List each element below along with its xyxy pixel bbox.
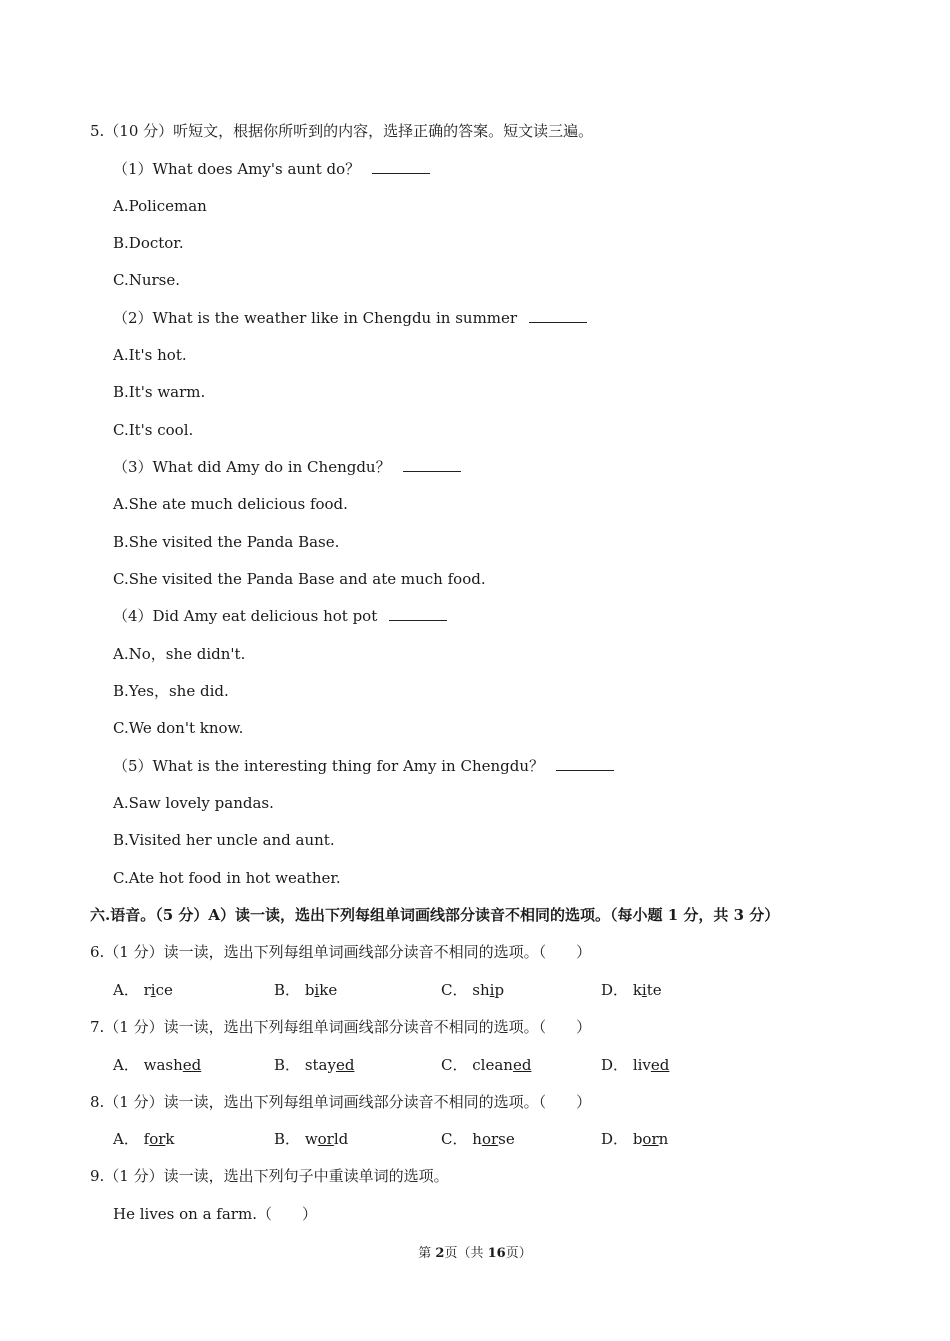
footer-text: 第 <box>418 1246 436 1261</box>
word-part: se <box>498 1130 515 1148</box>
q5-5-option-b: B.Visited her uncle and aunt. <box>113 831 335 849</box>
q8-choice-a[interactable] <box>113 1129 174 1149</box>
q5-1-option-c: C.Nurse. <box>113 271 181 289</box>
underlined-part: i <box>641 981 647 999</box>
word-part: clean <box>472 1056 513 1074</box>
page-footer <box>0 1244 950 1264</box>
word-part: stay <box>304 1056 336 1074</box>
page-total: 16 <box>487 1246 506 1261</box>
q9-sentence: He lives on a farm.（ ） <box>113 1205 317 1223</box>
choice-label: C． <box>441 1056 468 1074</box>
choice-label: D． <box>601 981 629 999</box>
q5-5-option-a: A.Saw lovely pandas. <box>113 794 274 812</box>
word-part: te <box>646 981 662 999</box>
underlined-part: i <box>314 981 320 999</box>
section6-title: 六.语音。（5 分）A）读一读，选出下列每组单词画线部分读音不相同的选项。（每小题 1 分，共 3 分） <box>90 906 780 924</box>
prompt-text: （3）What did Amy do in Chengdu？ <box>113 458 391 476</box>
q6-choice-b[interactable] <box>274 980 337 1000</box>
footer-text: 页） <box>505 1246 532 1261</box>
underlined-part: i <box>489 981 495 999</box>
q6-prompt: 6.（1 分）读一读，选出下列每组单词画线部分读音不相同的选项。（ ） <box>90 943 592 961</box>
q7-prompt: 7.（1 分）读一读，选出下列每组单词画线部分读音不相同的选项。（ ） <box>90 1018 592 1036</box>
underlined-part: or <box>317 1130 334 1148</box>
q7-choice-d[interactable] <box>601 1055 669 1075</box>
prompt-text: （2）What is the weather like in Chengdu in summer <box>113 309 518 327</box>
word-part: k <box>632 981 642 999</box>
word-part: ld <box>333 1130 349 1148</box>
q9-prompt: 9.（1 分）读一读，选出下列句子中重读单词的选项。 <box>90 1167 449 1185</box>
prompt-text: （4）Did Amy eat delicious hot pot <box>113 607 378 625</box>
word-part: h <box>472 1130 482 1148</box>
word-part: b <box>632 1130 643 1148</box>
q5-4-option-c: C.We don't know. <box>113 719 244 737</box>
word-part: p <box>494 981 505 999</box>
q5-3-option-a: A.She ate much delicious food. <box>113 495 348 513</box>
word-part: n <box>658 1130 669 1148</box>
choice-label: B． <box>274 1056 301 1074</box>
q7-choice-c[interactable] <box>441 1055 531 1075</box>
underlined-part: or <box>642 1130 659 1148</box>
underlined-part: i <box>150 981 156 999</box>
q5-4-prompt <box>113 606 447 626</box>
choice-label: B． <box>274 1130 301 1148</box>
underlined-part: or <box>481 1130 499 1148</box>
word-part: k <box>165 1130 175 1148</box>
q5-5-prompt <box>113 756 614 776</box>
word-part: r <box>143 981 151 999</box>
q5-1-option-b: B.Doctor. <box>113 234 184 252</box>
prompt-text: （1）What does Amy's aunt do？ <box>113 160 361 178</box>
q5-5-option-c: C.Ate hot food in hot weather. <box>113 869 341 887</box>
q6-choice-d[interactable] <box>601 980 662 1000</box>
answer-blank[interactable] <box>529 308 587 323</box>
q5-4-option-b: B.Yes，she did. <box>113 682 229 700</box>
choice-label: C． <box>441 1130 468 1148</box>
choice-label: A． <box>113 1130 139 1148</box>
q6-choice-c[interactable] <box>441 980 504 1000</box>
underlined-part: ed <box>335 1056 355 1074</box>
choice-label: A． <box>113 1056 139 1074</box>
word-part: f <box>143 1130 150 1148</box>
page-number: 2 <box>435 1246 445 1261</box>
choice-label: B． <box>274 981 301 999</box>
underlined-part: ed <box>182 1056 202 1074</box>
q5-3-option-c: C.She visited the Panda Base and ate much food. <box>113 570 486 588</box>
q5-1-option-a: A.Policeman <box>113 197 207 215</box>
answer-blank[interactable] <box>372 159 430 174</box>
choice-label: C． <box>441 981 468 999</box>
q8-prompt: 8.（1 分）读一读，选出下列每组单词画线部分读音不相同的选项。（ ） <box>90 1093 592 1111</box>
underlined-part: ed <box>512 1056 532 1074</box>
q7-choice-b[interactable] <box>274 1055 354 1075</box>
q8-choice-b[interactable] <box>274 1129 348 1149</box>
q5-2-option-a: A.It's hot. <box>113 346 187 364</box>
word-part: b <box>304 981 315 999</box>
word-part: ce <box>155 981 173 999</box>
q5-3-prompt <box>113 457 461 477</box>
underlined-part: ed <box>650 1056 670 1074</box>
q5-2-option-b: B.It's warm. <box>113 383 206 401</box>
q6-choice-a[interactable] <box>113 980 173 1000</box>
answer-blank[interactable] <box>389 606 447 621</box>
answer-blank[interactable] <box>403 457 461 472</box>
q8-choice-d[interactable] <box>601 1129 668 1149</box>
q8-choice-c[interactable] <box>441 1129 515 1149</box>
choice-label: D． <box>601 1056 629 1074</box>
q5-3-option-b: B.She visited the Panda Base. <box>113 533 340 551</box>
word-part: ke <box>319 981 338 999</box>
word-part: w <box>304 1130 318 1148</box>
q5-2-option-c: C.It's cool. <box>113 421 194 439</box>
prompt-text: （5）What is the interesting thing for Amy in Chengdu？ <box>113 757 545 775</box>
word-part: sh <box>472 981 490 999</box>
q5-2-prompt <box>113 308 587 328</box>
word-part: liv <box>632 1056 651 1074</box>
choice-label: A． <box>113 981 139 999</box>
footer-text: 页（共 <box>444 1246 488 1261</box>
underlined-part: or <box>149 1130 166 1148</box>
q5-4-option-a: A.No，she didn't. <box>113 645 246 663</box>
q5-header: 5.（10 分）听短文，根据你所听到的内容，选择正确的答案。短文读三遍。 <box>90 122 594 140</box>
word-part: wash <box>143 1056 183 1074</box>
choice-label: D． <box>601 1130 629 1148</box>
q5-1-prompt <box>113 159 430 179</box>
answer-blank[interactable] <box>556 756 614 771</box>
q7-choice-a[interactable] <box>113 1055 201 1075</box>
